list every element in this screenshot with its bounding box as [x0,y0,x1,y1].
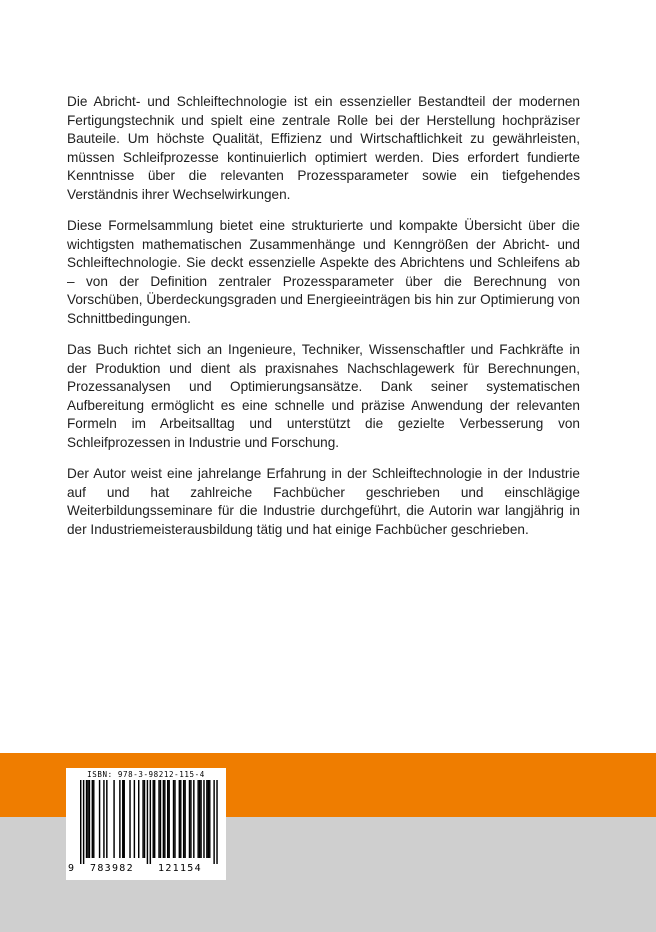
barcode-bar [86,780,87,858]
barcode-bar [200,780,201,858]
barcode-bar [184,780,185,858]
barcode-bar [158,780,159,858]
barcode-bar [206,780,207,858]
barcode-bar [160,780,161,858]
barcode-bar [163,780,164,858]
barcode-bar [153,780,154,858]
barcode-digits-right: 121154 [158,863,202,874]
paragraph-2: Diese Formelsammlung bietet eine strukturierte und kompakte Übersicht über die wichtigsten mathematischen Zusammenhänge und Kenngrößen der Abricht- und Schleiftechnologie. Sie deckt essenzielle Aspekte des Abrichtens und Schleifens ab – von der Definition zentraler Prozessparameter über die Berechnung von Vorschüben, Überdeckungsgraden und Energieeinträgen bis hin zur Optimierung von Schnittbedingungen. [67,218,580,326]
barcode-bar [80,780,81,864]
paragraph-4: Der Autor weist eine jahrelange Erfahrung in der Schleiftechnologie in der Industrie auf und hat zahlreiche Fachbücher geschrieben und einschlägige Weiterbildungsseminare für die Industrie durchgeführt, die Autorin war langjährig in der Industriemeisterausbildung tätig und hat einige Fachbücher geschrieben. [67,466,580,537]
barcode-bar [154,780,155,858]
barcode-bar [209,780,210,858]
barcode-bar [167,780,168,858]
barcode-bar [213,780,214,864]
barcode-bar [183,780,184,858]
barcode-bar [190,780,191,858]
barcode-bar [134,780,135,858]
paragraph-1: Die Abricht- und Schleiftechnologie ist ein essenzieller Bestandteil der modernen Fertigungstechnik und spielt eine zentrale Rolle bei der Herstellung hochpräziser Bauteile. Um höchste Qualität, Effizienz und Wirtschaftlichkeit zu gewährleisten, müssen Schleifprozesse kontinuierlich optimiert werden. Dies erfordert fundierte Kenntnisse über die relevanten Prozessparameter sowie ein tiefgehendes Verständnis ihrer Wechselwirkungen. [67,94,580,202]
barcode-bar [103,780,104,858]
barcode-bar [106,780,107,858]
barcode-bar [83,780,84,864]
barcode-bar [164,780,165,858]
barcode-bar [199,780,200,858]
barcode-bar [119,780,120,858]
barcode-bar [92,780,93,858]
barcode-bar [173,780,174,858]
barcode-bar [150,780,151,864]
barcode-bar [208,780,209,858]
barcode-bar [168,780,169,858]
back-cover-text [67,93,580,552]
barcode-bar [113,780,114,858]
barcode-bars [70,780,222,864]
barcode-bar [93,780,94,858]
barcode-bar [216,780,217,864]
barcode-bar [122,780,123,858]
barcode-bar [142,780,143,858]
barcode-bar [174,780,175,858]
barcode-bar [138,780,139,858]
isbn-barcode [66,768,226,880]
barcode-bar [197,780,198,858]
barcode-bar [203,780,204,858]
barcode-bar [129,780,130,858]
barcode-digit-first: 9 [68,863,76,874]
barcode-bar [179,780,180,858]
barcode-bar [87,780,88,858]
barcode-bar [89,780,90,858]
barcode-bar [147,780,148,864]
barcode-bar [99,780,100,858]
barcode-bar [193,780,194,858]
barcode-bar [189,780,190,858]
barcode-bar [144,780,145,858]
barcode-digits-left: 783982 [90,863,134,874]
paragraph-3: Das Buch richtet sich an Ingenieure, Techniker, Wissenschaftler und Fachkräfte in der Produktion und dient als praxisnahes Nachschlagewerk für Berechnungen, Prozessanalysen und Optimierungsansätze. Dank seiner systematischen Aufbereitung ermöglicht es eine schnelle und präzise Anwendung der relevanten Formeln im Arbeitsalltag und unterstützt die gezielte Verbesserung von Schleifprozessen in Industrie und Forschung. [67,342,580,450]
barcode-bar [124,780,125,858]
barcode-bar [180,780,181,858]
isbn-label: ISBN: 978-3-98212-115-4 [87,770,205,779]
